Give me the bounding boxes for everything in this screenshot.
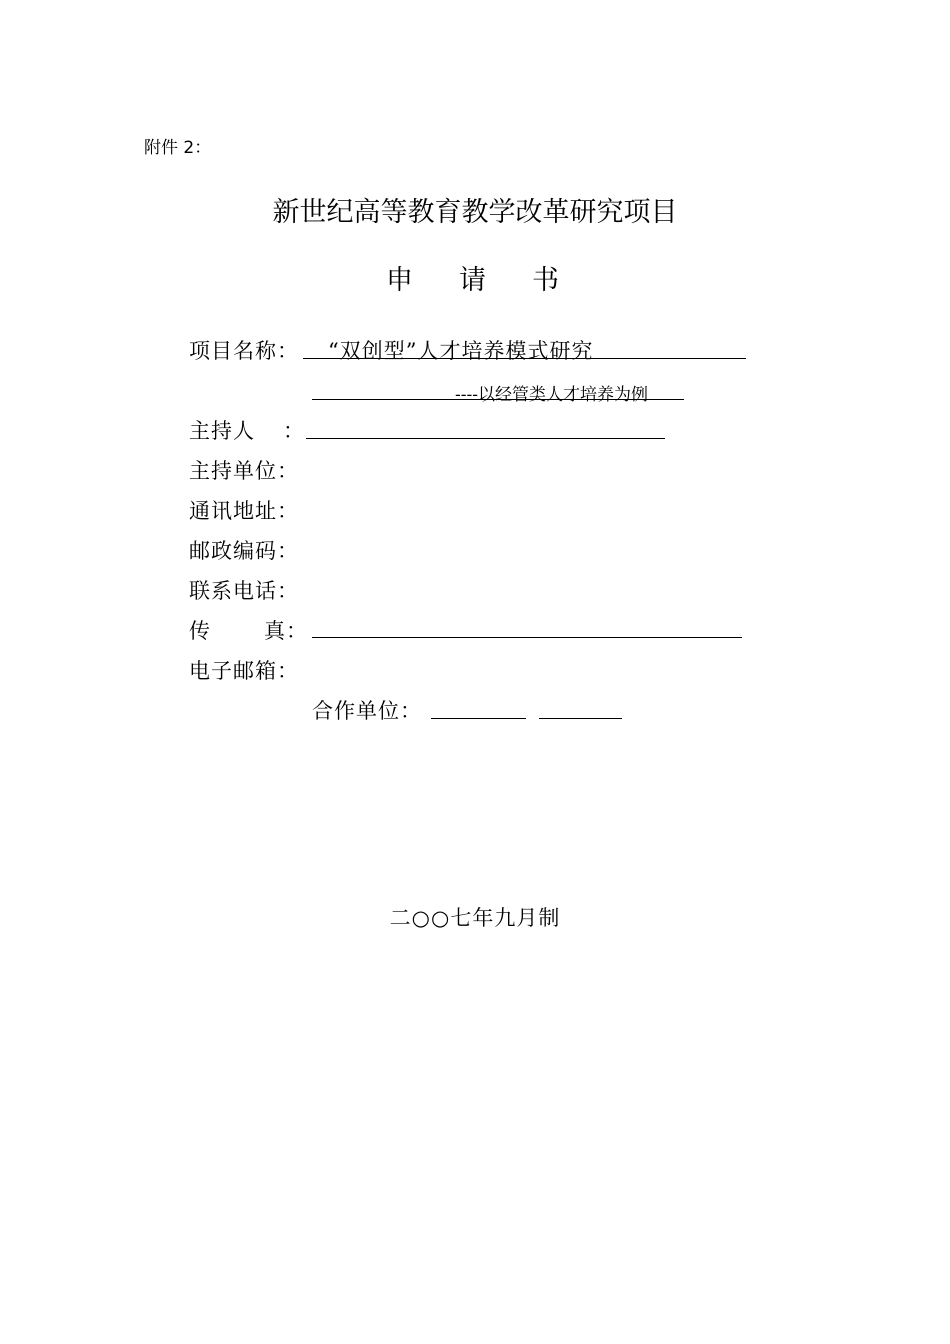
fax-label-end: 真： [264,619,308,643]
host-unit-label: 主持单位： [189,459,299,483]
postcode-label: 邮政编码： [189,539,299,563]
subtitle-char-1: 申 [386,265,413,296]
project-name-label: 项目名称： [189,339,299,363]
project-name-subtitle: ----以经管类人才培养为例 [455,385,648,405]
subtitle-char-2: 请 [459,265,486,296]
fax-label: 传 [189,619,211,643]
address-label: 通讯地址： [189,499,299,523]
date-text: 二○○七年九月制 [389,906,561,930]
phone-label: 联系电话： [189,579,299,603]
cooperate-underline-2 [539,718,622,719]
cooperate-underline-1 [431,718,526,719]
fax-underline [312,637,742,638]
project-subtitle-underline [312,399,684,400]
host-label-colon: ： [283,419,305,443]
project-name-underline [303,358,746,359]
document-subtitle [386,258,559,297]
subtitle-char-3: 书 [532,265,559,296]
cooperate-label: 合作单位： [312,699,422,723]
host-underline [306,438,665,439]
email-label: 电子邮箱： [189,659,299,683]
attachment-label: 附件 2： [144,138,212,158]
project-name-value: “双创型”人才培养模式研究 [328,339,594,363]
document-title: 新世纪高等教育教学改革研究项目 [272,197,678,228]
host-label: 主持人 [189,419,255,443]
